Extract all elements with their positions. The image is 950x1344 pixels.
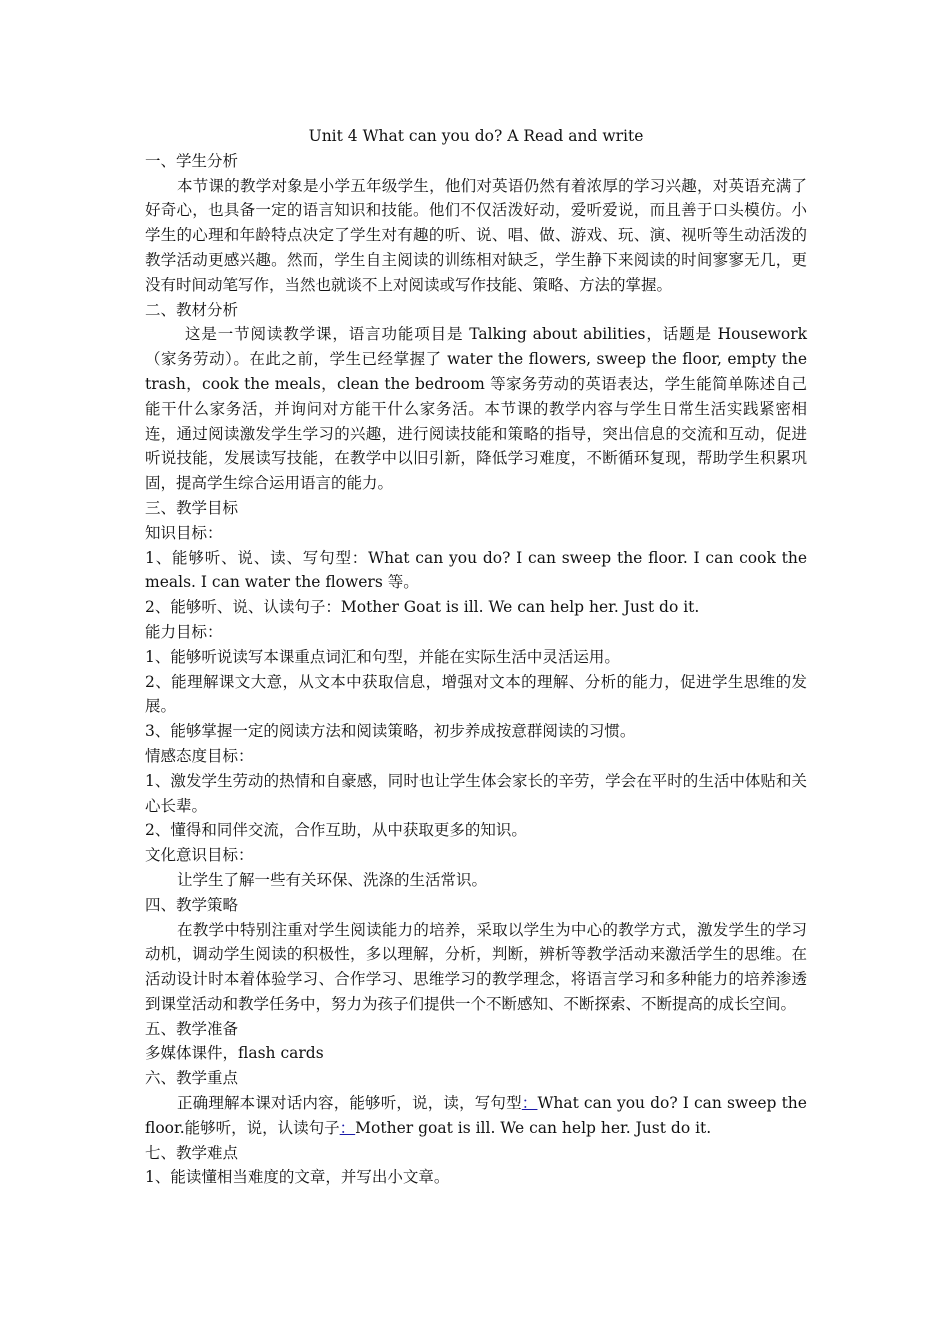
section-heading-student-analysis: 一、学生分析 — [145, 151, 239, 170]
teaching-difficulty-text: 1、能读懂相当难度的文章，并写出小文章。 — [145, 1168, 450, 1187]
knowledge-goal-1: 1、能够听、说、读、写句型：What can you do? I can sweep the floor. I can cook the meals. I can water the flowers 等。 — [145, 548, 807, 592]
section-heading-teaching-goals: 三、教学目标 — [145, 498, 239, 517]
teaching-focus-mark-1: ： — [521, 1094, 538, 1113]
label-culture-goals: 文化意识目标： — [145, 846, 254, 865]
teaching-focus-sentence-1: What can you do? I can sweep the floor. — [145, 1094, 807, 1137]
ability-goal-3: 3、能够掌握一定的阅读方法和阅读策略，初步养成按意群阅读的习惯。 — [145, 722, 636, 741]
paragraph-student-analysis: 本节课的教学对象是小学五年级学生，他们对英语仍然有着浓厚的学习兴趣，对英语充满了好奇心，也具备一定的语言知识和技能。他们不仅活泼好动，爱听爱说，而且善于口头模仿。小学生的心理和年龄特点决定了学生对有趣的听、说、唱、做、游戏、玩、演、视听等生动活泼的教学活动更感兴趣。然而，学生自主阅读的训练相对缺乏，学生静下来阅读的时间寥寥无几，更没有时间动笔写作，当然也就谈不上对阅读或写作技能、策略、方法的掌握。 — [145, 176, 807, 294]
paragraph-textbook-analysis: 这是一节阅读教学课，语言功能项目是 Talking about abilities，话题是 Housework（家务劳动）。在此之前，学生已经掌握了 water the flowers, sweep the floor, empty the trash，cook the meals，clean the bedroom 等家务劳动的英语表达，学生能简单陈述自己能干什么家务活，并询问对方能干什么家务活。本节课的教学内容与学生日常生活实践紧密相连，通过阅读激发学生学习的兴趣，进行阅读技能和策略的指导，突出信息的交流和互动，促进听说技能，发展读写技能，在教学中以旧引新，降低学习难度，不断循环复现，帮助学生积累巩固，提高学生综合运用语言的能力。 — [145, 325, 807, 493]
section-heading-textbook-analysis: 二、教材分析 — [145, 300, 239, 319]
teaching-focus-sentence-2: Mother goat is ill. We can help her. Just do it. — [355, 1118, 712, 1137]
section-heading-teaching-focus: 六、教学重点 — [145, 1069, 239, 1088]
culture-goal-1: 让学生了解一些有关环保、洗涤的生活常识。 — [177, 870, 488, 889]
paragraph-teaching-strategy: 在教学中特别注重对学生阅读能力的培养，采取以学生为中心的教学方式，激发学生的学习动机，调动学生阅读的积极性，多以理解，分析，判断，辨析等教学活动来激活学生的思维。在活动设计时本着体验学习、合作学习、思维学习的教学理念，将语言学习和多种能力的培养渗透到课堂活动和教学任务中，努力为孩子们提供一个不断感知、不断探索、不断提高的成长空间。 — [145, 920, 807, 1013]
teaching-focus-text-1: 正确理解本课对话内容，能够听，说，读，写句型 — [177, 1094, 522, 1113]
ability-goal-1: 1、能够听说读写本课重点词汇和句型，并能在实际生活中灵活运用。 — [145, 647, 620, 666]
label-ability-goals: 能力目标： — [145, 622, 223, 641]
section-heading-teaching-preparation: 五、教学准备 — [145, 1019, 239, 1038]
document-page — [145, 124, 807, 1190]
emotion-goal-2: 2、懂得和同伴交流，合作互助，从中获取更多的知识。 — [145, 821, 527, 840]
knowledge-goal-2: 2、能够听、说、认读句子：Mother Goat is ill. We can help her. Just do it. — [145, 598, 700, 617]
label-emotion-goals: 情感态度目标： — [145, 746, 254, 765]
teaching-focus-mark-2: ： — [339, 1118, 356, 1137]
ability-goal-2: 2、能理解课文大意，从文本中获取信息，增强对文本的理解、分析的能力，促进学生思维的发展。 — [145, 672, 807, 716]
emotion-goal-1: 1、激发学生劳动的热情和自豪感，同时也让学生体会家长的辛劳，学会在平时的生活中体贴和关心长辈。 — [145, 771, 807, 815]
document-title: Unit 4 What can you do? A Read and write — [308, 127, 644, 145]
label-knowledge-goals: 知识目标： — [145, 523, 223, 542]
section-heading-teaching-strategy: 四、教学策略 — [145, 895, 239, 914]
teaching-focus-paragraph — [145, 1091, 807, 1141]
teaching-focus-text-2: 能够听，说，认读句子 — [184, 1118, 340, 1137]
teaching-preparation-text: 多媒体课件，flash cards — [145, 1044, 324, 1063]
section-heading-teaching-difficulty: 七、教学难点 — [145, 1143, 239, 1162]
